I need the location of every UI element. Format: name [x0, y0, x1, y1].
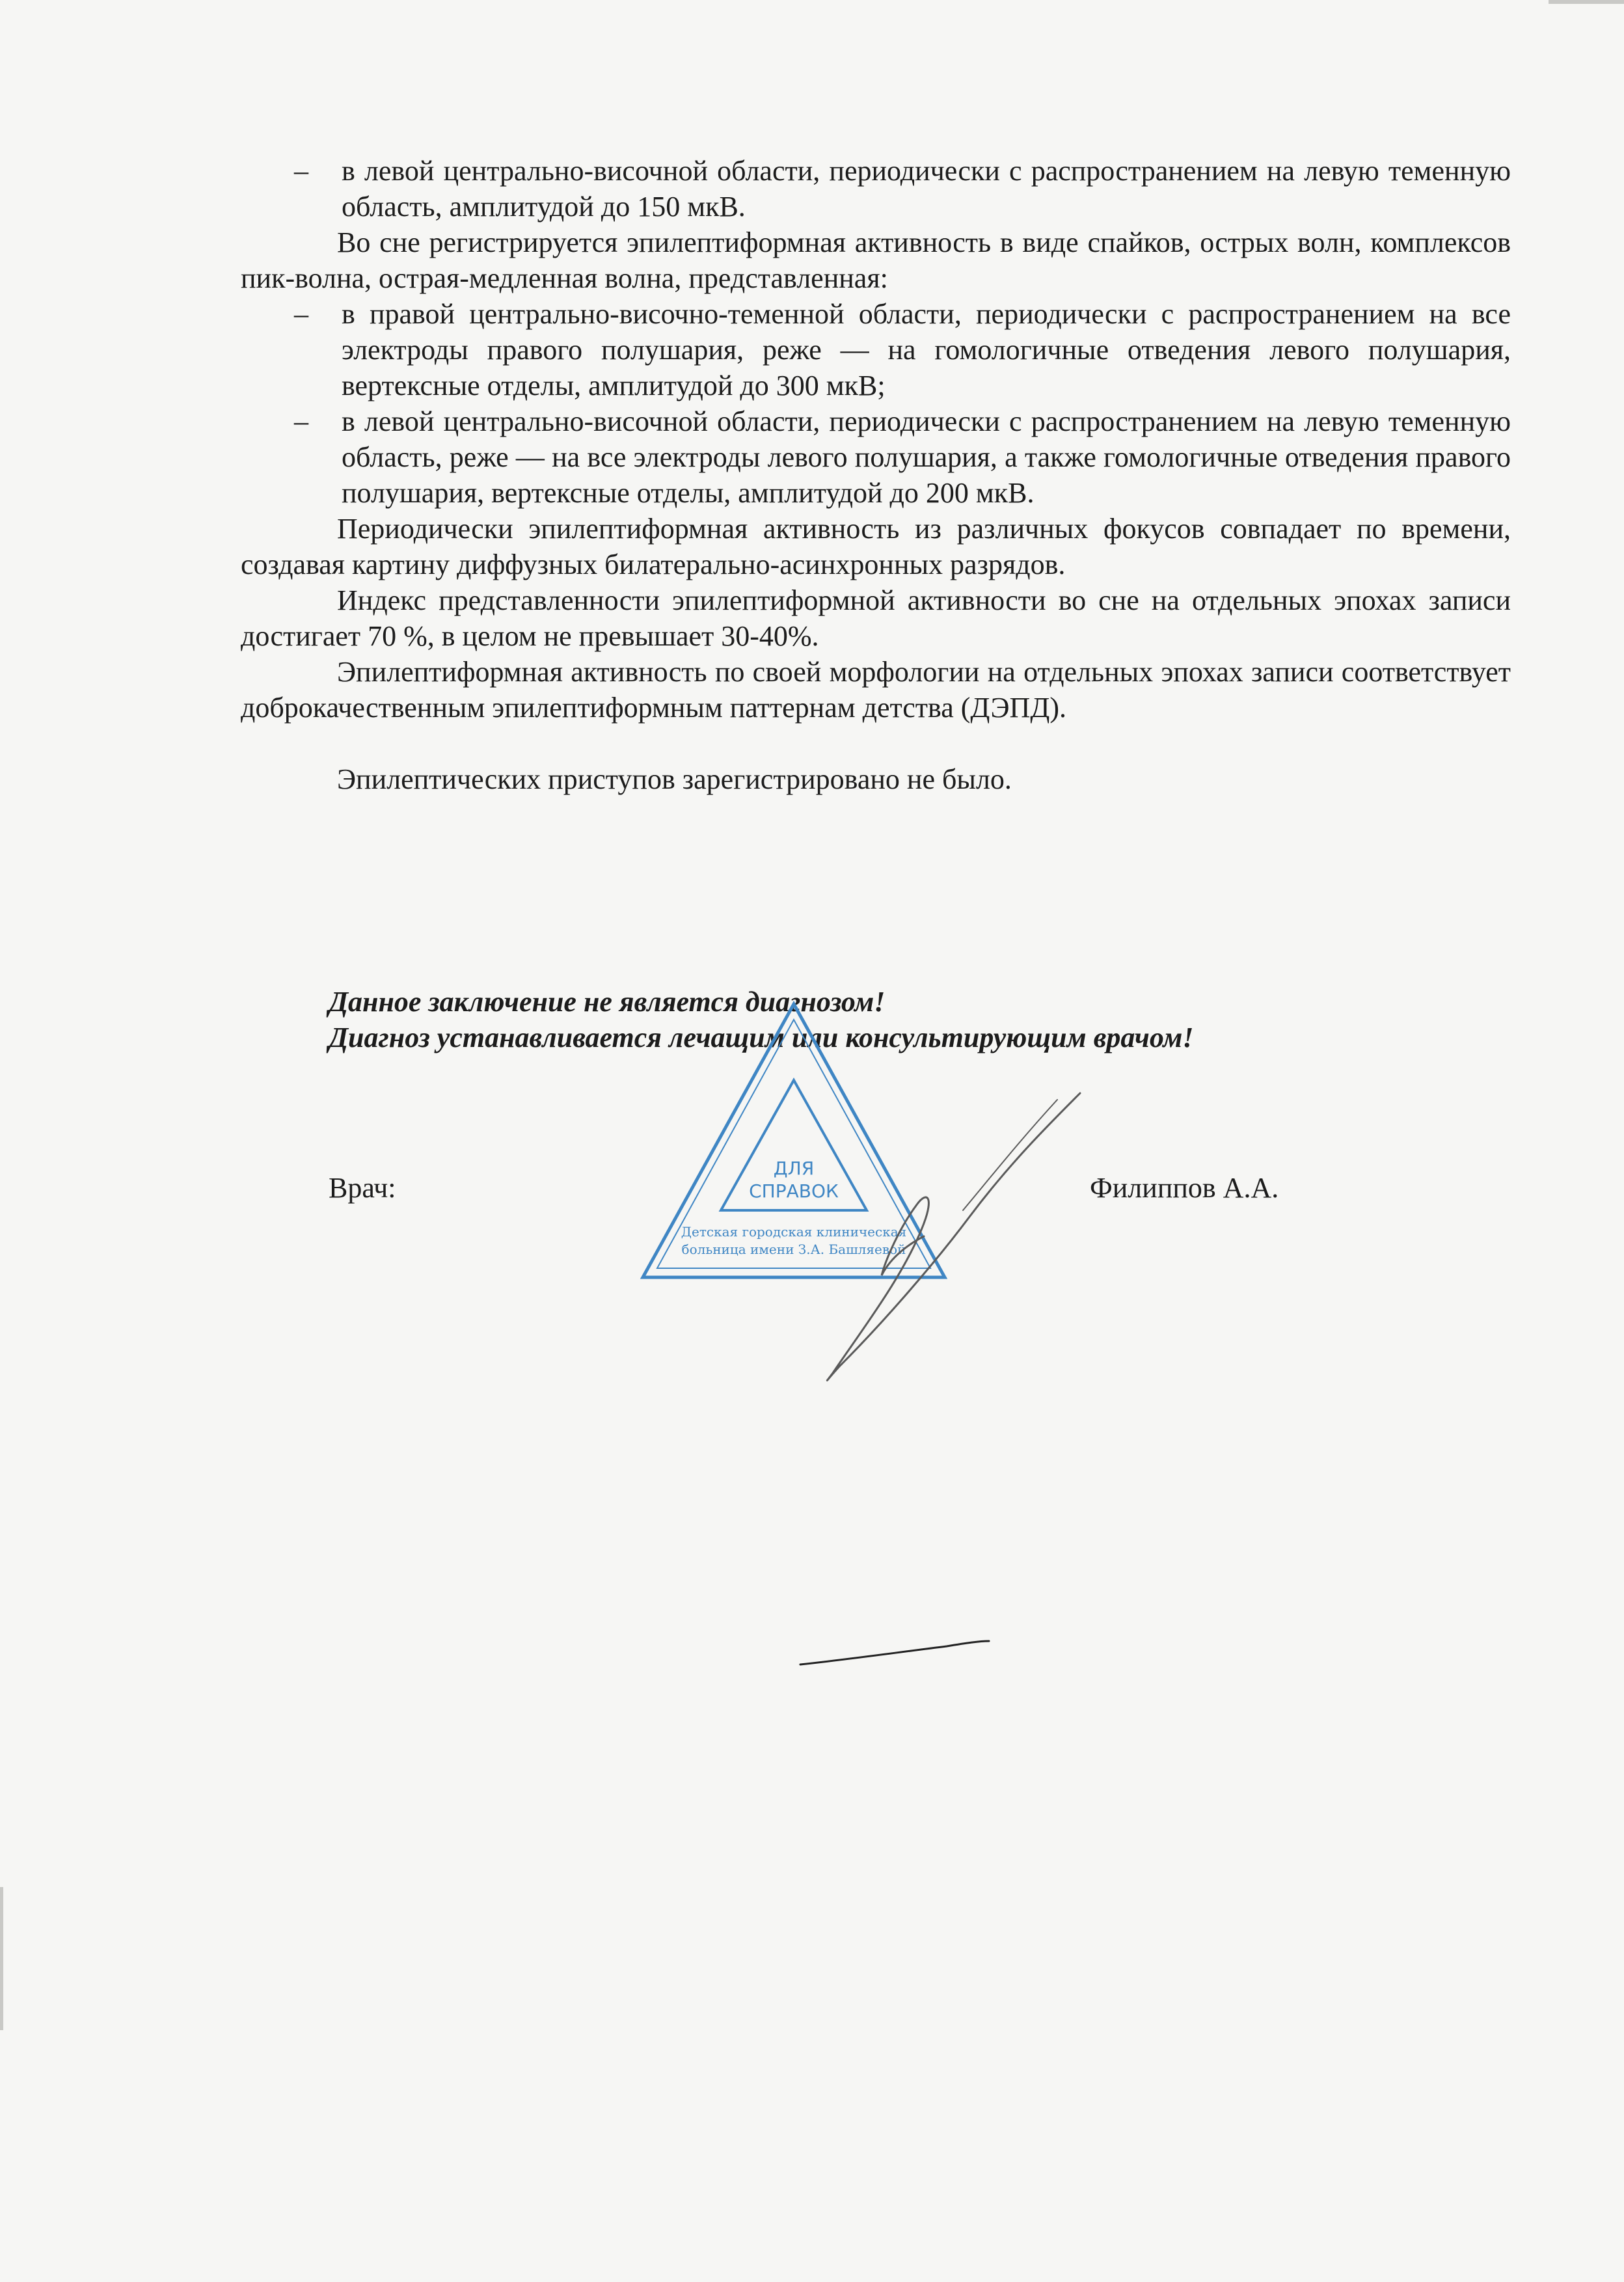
stamp-bottom-text: Детская городская клиническая — [681, 1224, 907, 1240]
paragraph: Индекс представленности эпилептиформной активности во сне на отдельных эпохах записи достигает 70 %, в целом не превышает 30-40%. — [241, 584, 1511, 652]
bullet-text: в правой центрально-височно-теменной области, периодически с распространением на все электроды правого полушария, реже — на гомологичные отведения левого полушария, вертексные отделы, амплитудой до 300 мкВ; — [342, 298, 1511, 401]
disclaimer-line: Данное заключение не является диагнозом! — [329, 986, 886, 1018]
paragraph: Во сне регистрируется эпилептиформная активность в виде спайков, острых волн, комплексов пик-волна, острая-медленная волна, представленная: — [241, 226, 1511, 294]
pen-stroke — [797, 1633, 992, 1672]
list-item — [241, 153, 1511, 224]
bullet-dash: – — [294, 405, 308, 437]
paragraph: Периодически эпилептиформная активность из различных фокусов совпадает по времени, создавая картину диффузных билатерально-асинхронных разрядов. — [241, 513, 1511, 580]
stamp-bottom-text: больница имени З.А. Башляевой — [681, 1242, 906, 1257]
stamp-inner-text: ДЛЯ — [773, 1158, 815, 1179]
scan-edge-mark — [0, 1887, 3, 2030]
handwritten-signature — [800, 1080, 1100, 1392]
disclaimer-line: Диагноз устанавливается лечащим или консультирующим врачом! — [329, 1022, 1194, 1053]
list-item — [241, 403, 1511, 511]
bullet-text: в левой центрально-височной области, периодически с распространением на левую теменную область, реже — на все электроды левого полушария, а также гомологичные отведения правого полушария, вертексные отделы, амплитудой до 200 мкВ. — [342, 405, 1511, 509]
doctor-label: Врач: — [329, 1172, 396, 1204]
report-body — [241, 153, 1511, 797]
bullet-dash: – — [294, 298, 308, 330]
doctor-name: Филиппов А.А. — [1090, 1172, 1279, 1204]
list-item — [241, 296, 1511, 403]
stamp-inner-text: СПРАВОК — [749, 1180, 839, 1202]
paragraph: Эпилептиформная активность по своей морфологии на отдельных эпохах записи соответствует доброкачественным эпилептиформным паттернам детства (ДЭПД). — [241, 656, 1511, 724]
bullet-dash: – — [294, 155, 308, 187]
scan-edge-mark — [1549, 0, 1624, 4]
paragraph: Эпилептических приступов зарегистрировано не было. — [337, 763, 1012, 795]
bullet-text: в левой центрально-височной области, периодически с распространением на левую теменную область, амплитудой до 150 мкВ. — [342, 155, 1511, 223]
